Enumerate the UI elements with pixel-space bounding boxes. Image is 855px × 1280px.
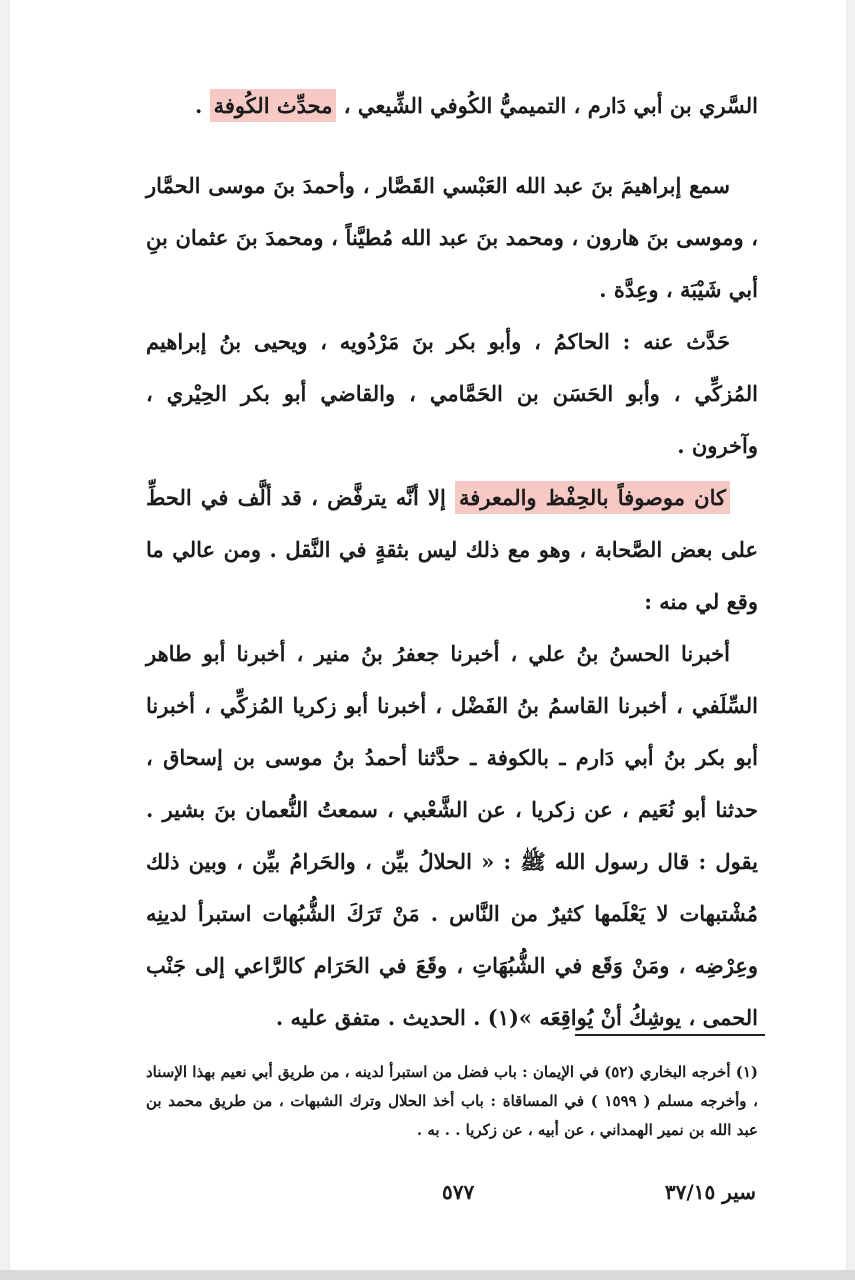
- footnote-divider: [575, 1034, 765, 1036]
- paragraph-hadith: أخبرنا الحسنُ بنُ علي ، أخبرنا جعفرُ بنُ منير ، أخبرنا أبو طاهر السِّلَفي ، أخبرنا القاسمُ بنُ الفَضْل ، أخبرنا أبو زكريا المُزكِّي ، أخبرنا أبو بكر بنُ أبي دَارم ـ بالكوفة ـ حدَّثنا أحمدُ بنُ موسى بن إسحاق ، حدثنا أبو نُعَيم ، عن زكريا ، عن الشَّعْبي ، سمعتُ النُّعمان بنَ بشير . يقول : قال رسول الله ﷺ : « الحلالُ بيِّن ، والحَرامُ بيِّن ، وبين ذلك مُشْتبهات لا يَعْلَمها كثيرٌ من النَّاس . مَنْ تَرَكَ الشُّبُهات استبرأ لدينِه وعِرْضِه ، ومَنْ وَقَع في الشُّبُهَاتِ ، وقَعَ في الحَرَام كالرَّاعي إلى جَنْب الحمى ، يوشِكُ أنْ يُواقِعَه »(١) . الحديث . متفق عليه .: [146, 641, 758, 1030]
- p4-text: إلا أنَّه يترفَّض ، قد ألَّف في الحطِّ على بعض الصَّحابة ، وهو مع ذلك ليس بثقةٍ في النَّقل . ومن عالي ما وقع لي منه :: [146, 485, 758, 614]
- p1-end: .: [194, 93, 210, 118]
- book-page: [10, 0, 846, 1270]
- bottom-band: [0, 1270, 855, 1280]
- paragraph-teachers: سمع إبراهيمَ بنَ عبد الله العَبْسي القَصَّار ، وأحمدَ بنَ موسى الحمَّار ، وموسى بنَ هارون ، ومحمد بنَ عبد الله مُطيَّناً ، ومحمدَ بنَ عثمان بنِ أبي شَيْبَة ، وعِدَّة .: [146, 173, 758, 302]
- highlight-hifz-marifa: كان موصوفاً بالحِفْظ والمعرفة: [455, 481, 730, 514]
- footnote: (١) أخرجه البخاري (٥٢) في الإيمان : باب فضل من استبرأ لدينه ، من طريق أبي نعيم بهذا الإسناد ، وأخرجه مسلم ( ١٥٩٩ ) في المساقاة : باب أخذ الحلال وترك الشبهات ، من طريق محمد بن عبد الله بن نمير الهمداني ، عن أبيه ، عن زكريا . . به .: [146, 1063, 759, 1139]
- paragraph-title-line: [146, 80, 758, 132]
- highlight-muhaddith-alkufa: محدِّث الكُوفة: [210, 89, 337, 122]
- p1-text: السَّري بن أبي دَارم ، التميميُّ الكُوفي الشِّيعي ،: [336, 93, 758, 118]
- paragraph-students: حَدَّث عنه : الحاكمُ ، وأبو بكر بنَ مَرْدُويه ، ويحيى بنُ إبراهيم المُزكِّي ، وأبو الحَسَن بن الحَمَّامي ، والقاضي أبو بكر الحِيْري ، وآخرون .: [146, 329, 758, 458]
- paragraph-assessment: [146, 472, 758, 628]
- page-number: ٥٧٧: [442, 1180, 475, 1204]
- volume-label: سير ٣٧/١٥: [664, 1180, 756, 1204]
